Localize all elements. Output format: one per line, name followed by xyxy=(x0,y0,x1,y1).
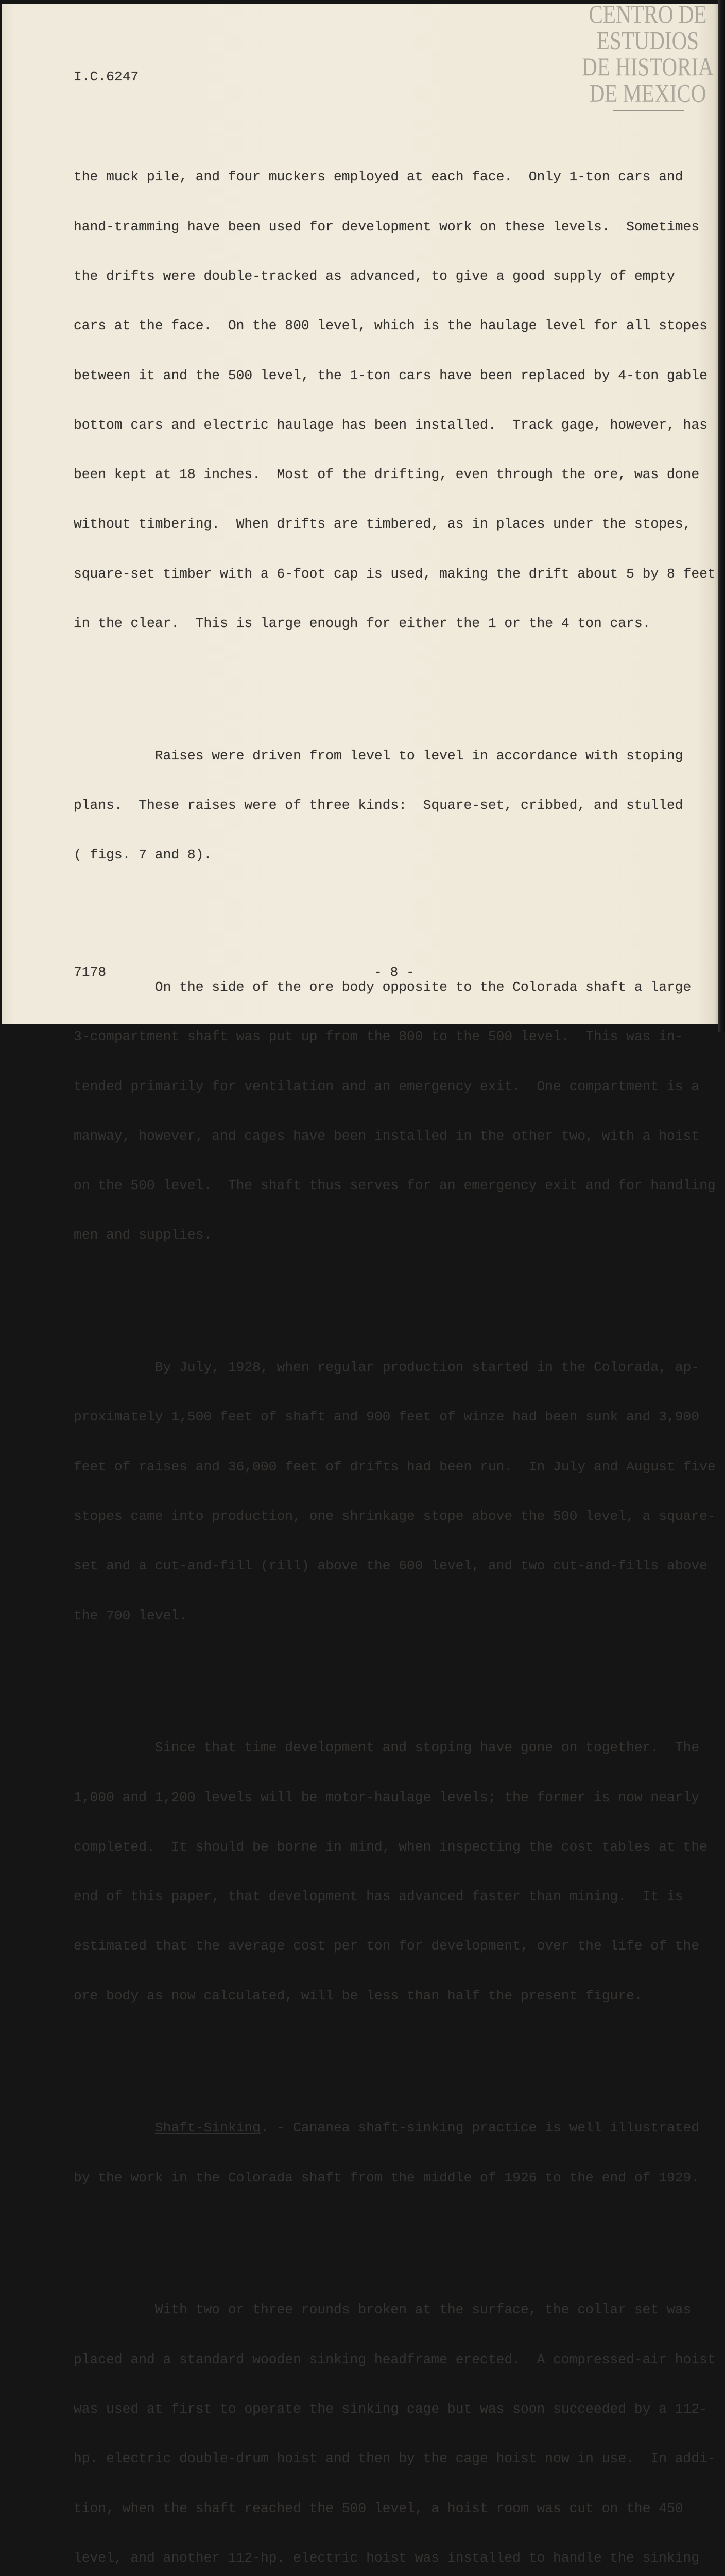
text-line: men and supplies. xyxy=(74,1227,212,1243)
stamp-line: DE HISTORIA xyxy=(582,52,714,81)
text-line: 1,000 and 1,200 levels will be motor-haulage levels; the former is now nearly xyxy=(74,1789,700,1805)
text-line: bottom cars and electric haulage has been installed. Track gage, however, has xyxy=(74,417,707,433)
text-line: in the clear. This is large enough for either the 1 or the 4 ton cars. xyxy=(74,615,651,631)
archive-stamp xyxy=(572,1,724,106)
text-line: plans. These raises were of three kinds: Square-set, cribbed, and stulled xyxy=(74,797,683,813)
text-line: the drifts were double-tracked as advanced, to give a good supply of empty xyxy=(74,268,675,284)
paragraph xyxy=(74,946,716,1277)
page-number: - 8 - xyxy=(374,964,415,980)
text-line: Raises were driven from level to level in accordance with stoping xyxy=(154,748,683,764)
paragraph xyxy=(74,1326,716,1657)
text-line: By July, 1928, when regular production started in the Colorada, ap- xyxy=(154,1360,700,1376)
text-line: stopes came into production, one shrinkage stope above the 500 level, a square- xyxy=(74,1508,716,1524)
paragraph xyxy=(74,2268,716,2576)
scan-edge xyxy=(718,0,725,1032)
text-line: tion, when the shaft reached the 500 level, a hoist room was cut on the 450 xyxy=(74,2500,683,2516)
text-line: proximately 1,500 feet of shaft and 900 feet of winze had been sunk and 3,900 xyxy=(74,1409,700,1425)
text-line: been kept at 18 inches. Most of the drifting, even through the ore, was done xyxy=(74,467,700,483)
text-line-rest: . - Cananea shaft-sinking practice is well illustrated xyxy=(260,2120,700,2136)
text-line: completed. It should be borne in mind, when inspecting the cost tables at the xyxy=(74,1839,707,1855)
stamp-line: DE MEXICO xyxy=(589,78,706,107)
text-line: ore body as now calculated, will be less than half the present figure. xyxy=(74,1988,643,2004)
text-line: was used at first to operate the sinking cage but was soon succeeded by a 112- xyxy=(74,2401,707,2417)
text-line: the 700 level. xyxy=(74,1607,187,1623)
paragraph xyxy=(74,135,716,665)
stamp-line: ESTUDIOS xyxy=(596,26,699,55)
text-line: between it and the 500 level, the 1-ton cars have been replaced by 4-ton gable xyxy=(74,367,707,383)
paragraph xyxy=(74,1706,716,2037)
text-line: hp. electric double-drum hoist and then by the cage hoist now in use. In addi- xyxy=(74,2451,716,2467)
text-line: 3-compartment shaft was put up from the 800 to the 500 level. This was in- xyxy=(74,1029,683,1045)
text-line: manway, however, and cages have been installed in the other two, with a hoist xyxy=(74,1128,700,1144)
text-line: set and a cut-and-fill (rill) above the 600 level, and two cut-and-fills above xyxy=(74,1558,707,1574)
stamp-line: CENTRO DE xyxy=(589,0,707,28)
text-line: cars at the face. On the 800 level, which is the haulage level for all stopes xyxy=(74,318,707,334)
report-number: 7178 xyxy=(74,964,107,980)
text-line: On the side of the ore body opposite to the Colorada shaft a large xyxy=(154,979,692,995)
text-line: on the 500 level. The shaft thus serves for an emergency exit and for handling xyxy=(74,1178,716,1194)
text-line: ( figs. 7 and 8). xyxy=(74,847,212,863)
text-line xyxy=(74,2120,716,2136)
report-code: I.C.6247 xyxy=(74,69,139,84)
text-line: end of this paper, that development has advanced faster than mining. It is xyxy=(74,1889,683,1905)
text-line: square-set timber with a 6-foot cap is used, making the drift about 5 by 8 feet xyxy=(74,566,716,582)
text-line: level, and another 112-hp. electric hoist was installed to handle the sinking xyxy=(74,2550,700,2566)
text-line: feet of raises and 36,000 feet of drifts had been run. In July and August five xyxy=(74,1459,716,1475)
text-line: the muck pile, and four muckers employed at each face. Only 1-ton cars and xyxy=(74,169,683,185)
body-text xyxy=(74,103,716,2576)
paragraph xyxy=(74,714,716,896)
text-line: hand-tramming have been used for development work on these levels. Sometimes xyxy=(74,218,700,234)
text-line: without timbering. When drifts are timbered, as in places under the stopes, xyxy=(74,516,692,532)
text-line: Since that time development and stoping have gone on together. The xyxy=(154,1740,700,1756)
text-line: placed and a standard wooden sinking headframe erected. A compressed-air hoist xyxy=(74,2351,716,2367)
text-line: by the work in the Colorada shaft from the middle of 1926 to the end of 1929. xyxy=(74,2170,700,2185)
text-line: estimated that the average cost per ton for development, over the life of the xyxy=(74,1938,700,1954)
paragraph xyxy=(74,2087,716,2219)
text-line: tended primarily for ventilation and an emergency exit. One compartment is a xyxy=(74,1078,700,1094)
text-line: With two or three rounds broken at the surface, the collar set was xyxy=(154,2302,692,2318)
section-heading: Shaft-Sinking xyxy=(154,2120,261,2136)
